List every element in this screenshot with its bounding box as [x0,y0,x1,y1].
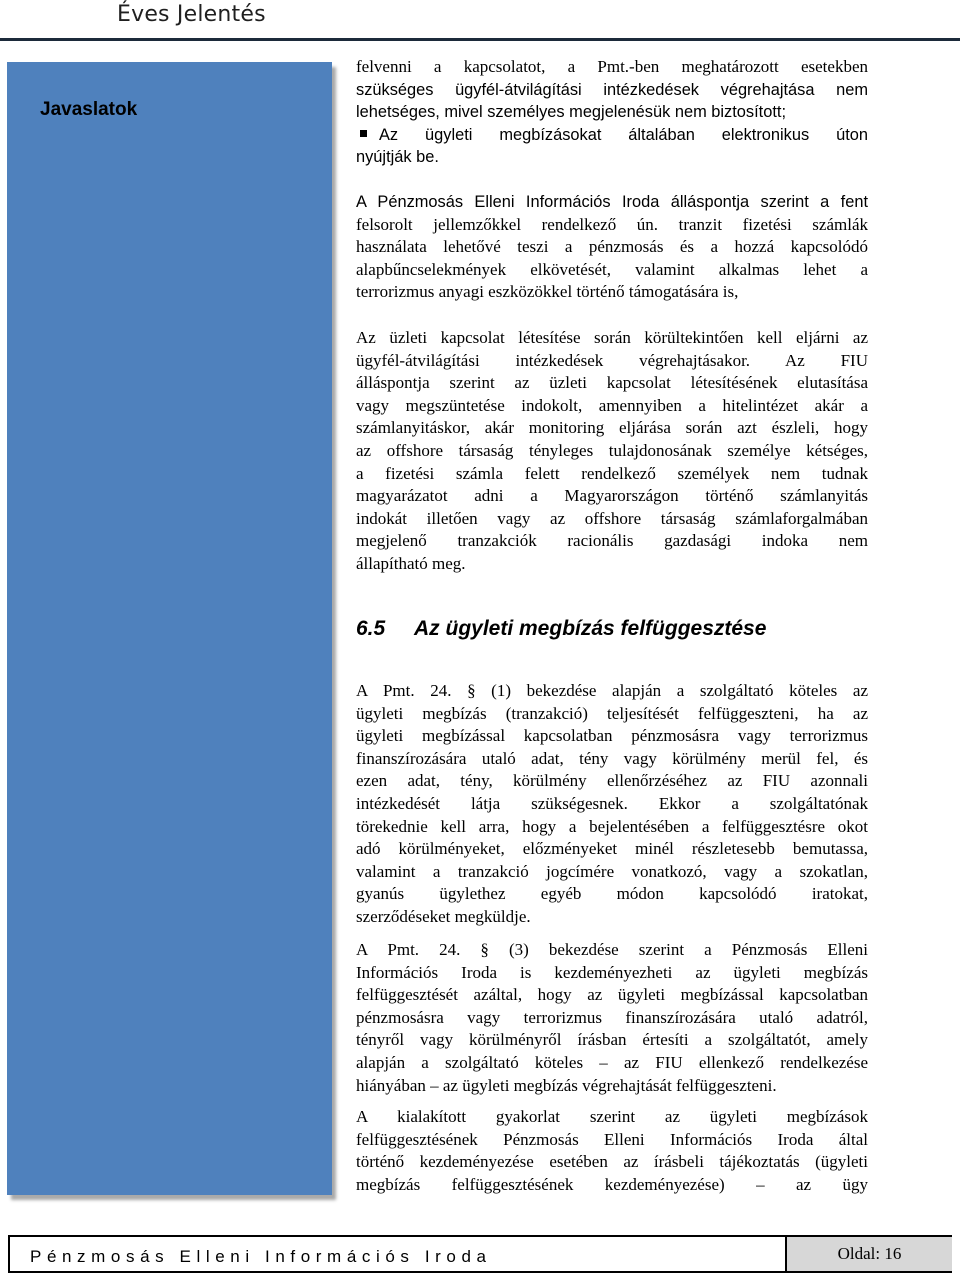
bullet-item [356,124,868,147]
page-number: Oldal: 16 [785,1237,952,1271]
text-line: felfüggesztésének Pénzmosás Elleni Információs Iroda által [356,1129,868,1149]
paragraph-6 [356,1106,868,1196]
text-line: indokát illetően vagy az offshore társaság számlaforgalmában [356,508,868,528]
text-line: az offshore társaság tényleges tulajdonosának személye kétséges, [356,440,868,460]
text-line: terrorizmus anyagi eszközökkel történő támogatására is, [356,282,739,302]
square-bullet-icon [360,130,367,137]
text-line: alapbűncselekmények elkövetését, valamint alkalmas lehet a [356,259,868,279]
sidebar-heading: Javaslatok [40,99,138,120]
text-line: pénzmosásra vagy terrorizmus finanszírozására utaló adatról, [356,1007,868,1027]
sidebar-panel [7,62,332,1195]
text-line: hiányában – az ügyleti megbízás végrehajtását felfüggeszteni. [356,1075,777,1095]
section-title: Az ügyleti megbízás felfüggesztése [414,617,767,640]
text-line: finanszírozására utaló adat, tény vagy körülmény merül fel, és [356,748,868,768]
header-divider [0,38,960,41]
text-line: állapítható meg. [356,553,466,573]
section-heading [356,617,766,641]
text-line: gyanús ügylethez egyéb módon kapcsolódó iratokat, [356,884,868,904]
text-line: A Pénzmosás Elleni Információs Iroda álláspontja szerint a fent [356,193,868,211]
paragraph-4 [356,680,868,929]
text-line: megjelenő tranzakciók racionális gazdasági indoka nem [356,531,868,551]
text-line: intézkedését látja szükségesnek. Ekkor a szolgáltatónak [356,793,868,813]
text-line: törekednie kell arra, hogy a bejelentésében a felfüggesztésre okot [356,816,868,836]
text-line: Információs Iroda is kezdeményezheti az ügyleti megbízás [356,962,868,982]
text-line: ügyfél-átvilágítási intézkedések végrehajtásakor. Az FIU [356,350,868,370]
text-line: megbízás felfüggesztésének kezdeményezése) – az ügy [356,1174,868,1194]
paragraph-5 [356,939,868,1097]
text-line: nyújtják be. [356,148,439,167]
footer-organization: Pénzmosás Elleni Információs Iroda [30,1247,492,1266]
text-line: vagy megszüntetése indokolt, amennyiben a hitelintézet akár a [356,395,868,415]
text-line: ügyleti megbízással kapcsolatban pénzmosásra vagy terrorizmus [356,726,868,746]
paragraph-2 [356,191,868,304]
text-line: szerződéseket megküldje. [356,906,531,926]
text-line: A Pmt. 24. § (1) bekezdése alapján a szolgáltató köteles az [356,681,868,700]
text-line: Az üzleti kapcsolat létesítése során körültekintően kell eljárni az [356,328,868,347]
text-line: ügyleti megbízás (tranzakció) teljesítését felfüggeszteni, ha az [356,703,868,723]
text-line: történő kezdeményezése esetében az írásbeli tájékoztatás (ügyleti [356,1152,868,1172]
text-line: felsorolt jellemzőkkel rendelkező ún. tranzit fizetési számlák [356,214,868,234]
report-title: Éves Jelentés [117,2,266,27]
text-line: álláspontja szerint az üzleti kapcsolat létesítésének elutasítása [356,373,868,393]
text-line: használata lehetővé teszi a pénzmosás és a hozzá kapcsolódó [356,237,868,257]
section-number: 6.5 [356,617,386,640]
text-line: számlanyitáskor, akár monitoring eljárása során azt észleli, hogy [356,418,868,438]
page-footer [8,1235,952,1273]
text-line: alapján a szolgáltató köteles – az FIU ellenkező rendelkezése [356,1052,868,1072]
text-line: a fizetési számla felett rendelkező személyek nem tudnak [356,463,868,483]
text-line: adó körülményeket, előzményeket minél részletesebb bemutassa, [356,839,868,859]
text-line: ezen adat, tény, körülmény ellenőrzéséhez az FIU azonnali [356,771,868,791]
text-line: A Pmt. 24. § (3) bekezdése szerint a Pénzmosás Elleni [356,940,868,959]
text-line: felvenni a kapcsolatot, a Pmt.-ben meghatározott esetekben [356,57,868,76]
text-line: lehetséges, mivel személyes megjelenésük nem biztosított; [356,103,786,122]
text-line: szükséges ügyfél-átvilágítási intézkedések végrehajtása nem [356,80,868,99]
text-line: Az ügyleti megbízásokat általában elektronikus úton [379,125,868,144]
text-line: magyarázatot adni a Magyarországon történő számlanyitás [356,486,868,506]
text-line: felfüggesztését azáltal, hogy az ügyleti megbízással kapcsolatban [356,985,868,1005]
text-line: valamint a tranzakció jogcímére vonatkozó, vagy a szokatlan, [356,861,868,881]
paragraph-1 [356,56,868,169]
text-line: A kialakított gyakorlat szerint az ügyleti megbízások [356,1107,868,1126]
paragraph-3 [356,327,868,576]
text-line: tényről vagy körülményről írásban értesíti a szolgáltatót, amely [356,1030,868,1050]
